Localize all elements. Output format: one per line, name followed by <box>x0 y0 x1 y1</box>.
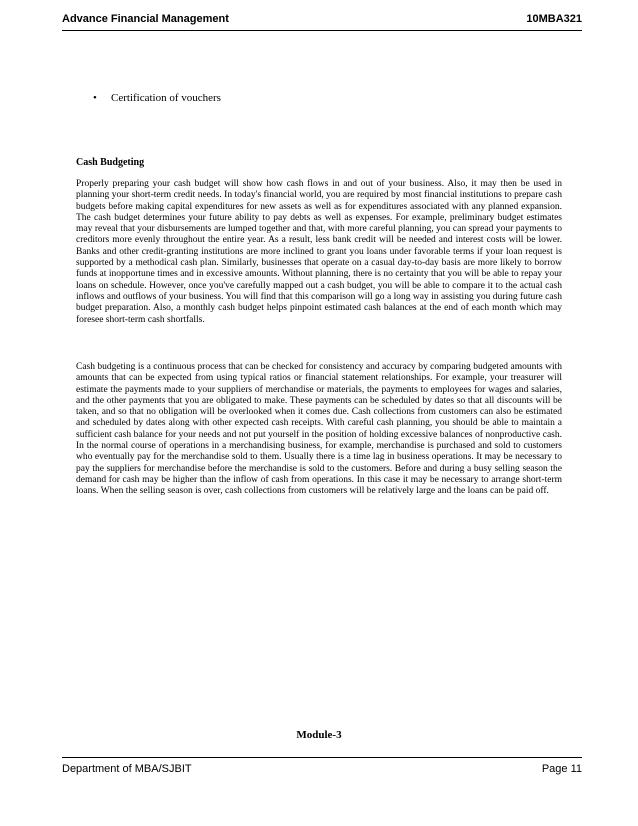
section-heading: Cash Budgeting <box>76 157 145 168</box>
header-course-code: 10MBA321 <box>526 13 582 25</box>
footer-rule <box>62 757 582 758</box>
bullet-text: Certification of vouchers <box>111 92 221 104</box>
page-header <box>62 13 582 29</box>
footer-department: Department of MBA/SJBIT <box>62 763 192 775</box>
paragraph-1: Properly preparing your cash budget will show how cash flows in and out of your business. Also, it may then be used in planning your short-term credit needs. In today's financial world, you are required by most financial institutions to prepare cash budgets before making capital expenditures for new assets as well as for expenditures associated with any planned expansion. The cash budget determines your future ability to pay debts as well as expenses. For example, preliminary budget estimates may reveal that your disbursements are lumped together and that, with more careful planning, you can spread your payments to creditors more evenly throughout the entire year. As a result, less bank credit will be needed and interest costs will be lower. Banks and other credit-granting institutions are more inclined to grant you loans under favorable terms if your loan request is supported by a methodical cash plan. Similarly, businesses that operate on a casual day-to-day basis are more likely to borrow funds at inopportune times and in excessive amounts. Without planning, there is no certainty that you will be able to repay your loans on schedule. However, once you've carefully mapped out a cash budget, you will be able to compare it to the actual cash inflows and outflows of your business. You will find that this comparison will go a long way in assisting you during future cash budget preparation. Also, a monthly cash budget helps pinpoint estimated cash balances at the end of each month which may foresee short-term cash shortfalls. <box>76 179 562 325</box>
bullet-item <box>93 92 221 104</box>
footer-page-number: Page 11 <box>541 763 582 775</box>
header-rule <box>62 30 582 31</box>
page-footer <box>62 763 582 779</box>
module-heading: Module-3 <box>296 729 342 741</box>
bullet-icon: • <box>93 92 97 104</box>
paragraph-2: Cash budgeting is a continuous process that can be checked for consistency and accuracy by comparing budgeted amounts with amounts that can be expected from using typical ratios or financial statement relationships. For example, your treasurer will estimate the payments made to your suppliers of merchandise or materials, the payments to employees for wages and salaries, and the other payments that you are obligated to make. These payments can be scheduled by dates so that all discounts will be taken, and so that no obligation will be overlooked when it comes due. Cash collections from customers can also be estimated and scheduled by dates along with other expected cash receipts. With careful cash planning, you should be able to maintain a sufficient cash balance for your needs and not put yourself in the position of holding excessive balances of nonproductive cash. In the normal course of operations in a merchandising business, for example, merchandise is purchased and sold to customers who eventually pay for the merchandise sold to them. Usually there is a time lag in business operations. It may be necessary to pay the suppliers for merchandise before the merchandise is sold to the customers. Before and during a busy selling season the demand for cash may be higher than the inflow of cash from operations. In this case it may be necessary to arrange short-term loans. When the selling season is over, cash collections from customers will be relatively large and the loans can be paid off. <box>76 362 562 497</box>
header-title: Advance Financial Management <box>62 13 229 25</box>
